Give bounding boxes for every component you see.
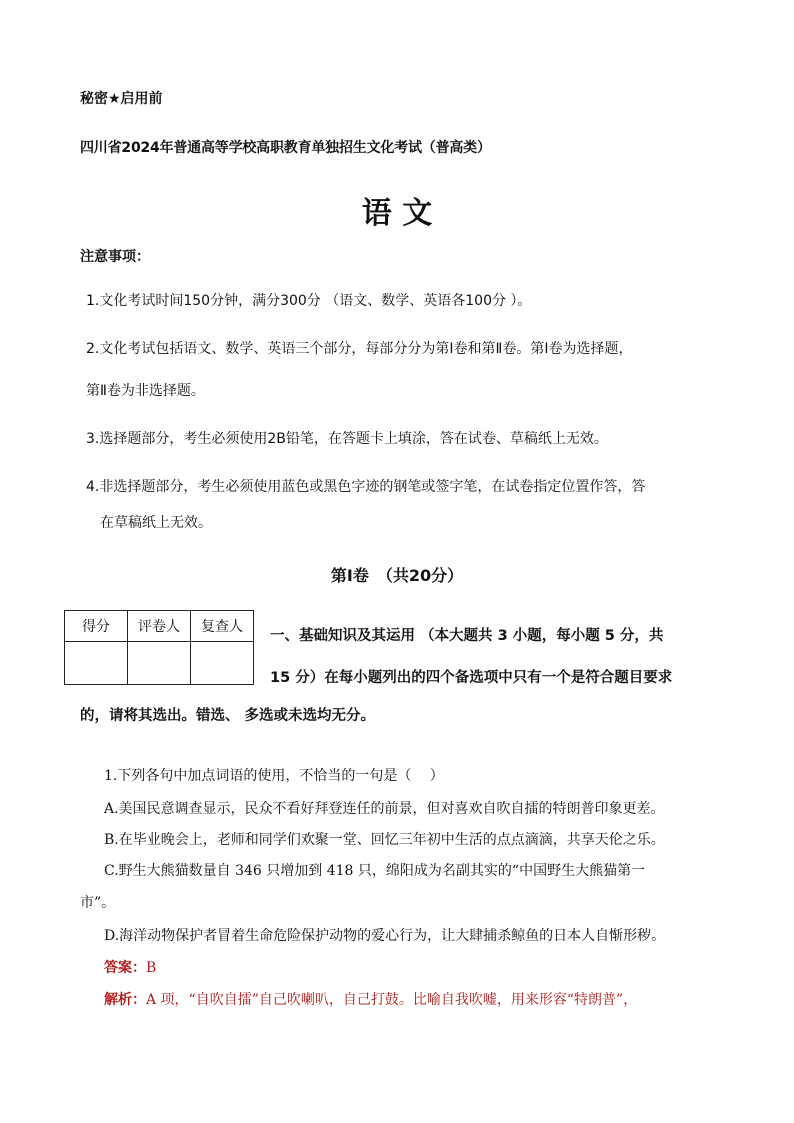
analysis-text: A 项，“自吹自擂”自己吹喇叭，自己打鼓。比喻自我吹嘘，用来形容“特朗普”， [146, 992, 638, 1008]
confidential-label: 秘密★启用前 [80, 91, 163, 107]
score-table [64, 610, 254, 685]
grader-header: 评卷人 [128, 611, 191, 642]
score-header: 得分 [65, 611, 128, 642]
analysis-line [104, 989, 637, 1009]
notice-item-3: 3.选择题部分，考生必须使用2B铅笔，在答题卡上填涂，答在试卷、草稿纸上无效。 [86, 431, 608, 447]
reviewer-cell [191, 642, 254, 685]
grader-cell [128, 642, 191, 685]
answer-label: 答案： [104, 960, 146, 976]
option-d: D.海洋动物保护者冒着生命危险保护动物的爱心行为，让大肆捕杀鲸鱼的日本人自惭形秽。 [104, 928, 666, 944]
reviewer-header: 复查人 [191, 611, 254, 642]
notice-item-4-cont: 在草稿纸上无效。 [100, 515, 212, 531]
part-title: 第Ⅰ卷 （共20分） [330, 566, 464, 585]
question-stem: 1.下列各句中加点词语的使用，不恰当的一句是（ ） [104, 768, 444, 784]
option-c-cont: 市”。 [80, 895, 116, 911]
score-cell [65, 642, 128, 685]
option-c: C.野生大熊猫数量自 346 只增加到 418 只，绵阳成为名副其实的“中国野生大熊猫第一 [104, 863, 646, 879]
answer-value: B [146, 960, 157, 976]
subject-title: 语 文 [361, 196, 433, 231]
answer-line [104, 957, 156, 977]
exam-title: 四川省2024年普通高等学校高职教育单独招生文化考试（普高类） [80, 140, 491, 156]
notice-item-2-cont: 第Ⅱ卷为非选择题。 [86, 383, 205, 399]
notice-heading: 注意事项： [80, 249, 150, 265]
option-b: B.在毕业晚会上，老师和同学们欢聚一堂、回忆三年初中生活的点点滴滴，共享天伦之乐。 [104, 832, 665, 848]
notice-item-1: 1.文化考试时间150分钟，满分300分 （语文、数学、英语各100分 ）。 [86, 293, 532, 309]
notice-item-4: 4.非选择题部分，考生必须使用蓝色或黑色字迹的钢笔或签字笔，在试卷指定位置作答，答 [86, 479, 646, 495]
section-heading-line-3: 的，请将其选出。错选、 多选或未选均无分。 [80, 708, 376, 724]
option-a: A.美国民意调查显示，民众不看好拜登连任的前景，但对喜欢自吹自擂的特朗普印象更差。 [104, 801, 665, 817]
section-heading-line-2: 15 分）在每小题列出的四个备选项中只有一个是符合题目要求 [270, 670, 673, 686]
section-heading-line-1: 一、基础知识及其运用 （本大题共 3 小题，每小题 5 分，共 [270, 628, 664, 644]
analysis-label: 解析： [104, 992, 146, 1008]
notice-item-2: 2.文化考试包括语文、数学、英语三个部分，每部分分为第Ⅰ卷和第Ⅱ卷。第Ⅰ卷为选择题， [86, 341, 633, 357]
